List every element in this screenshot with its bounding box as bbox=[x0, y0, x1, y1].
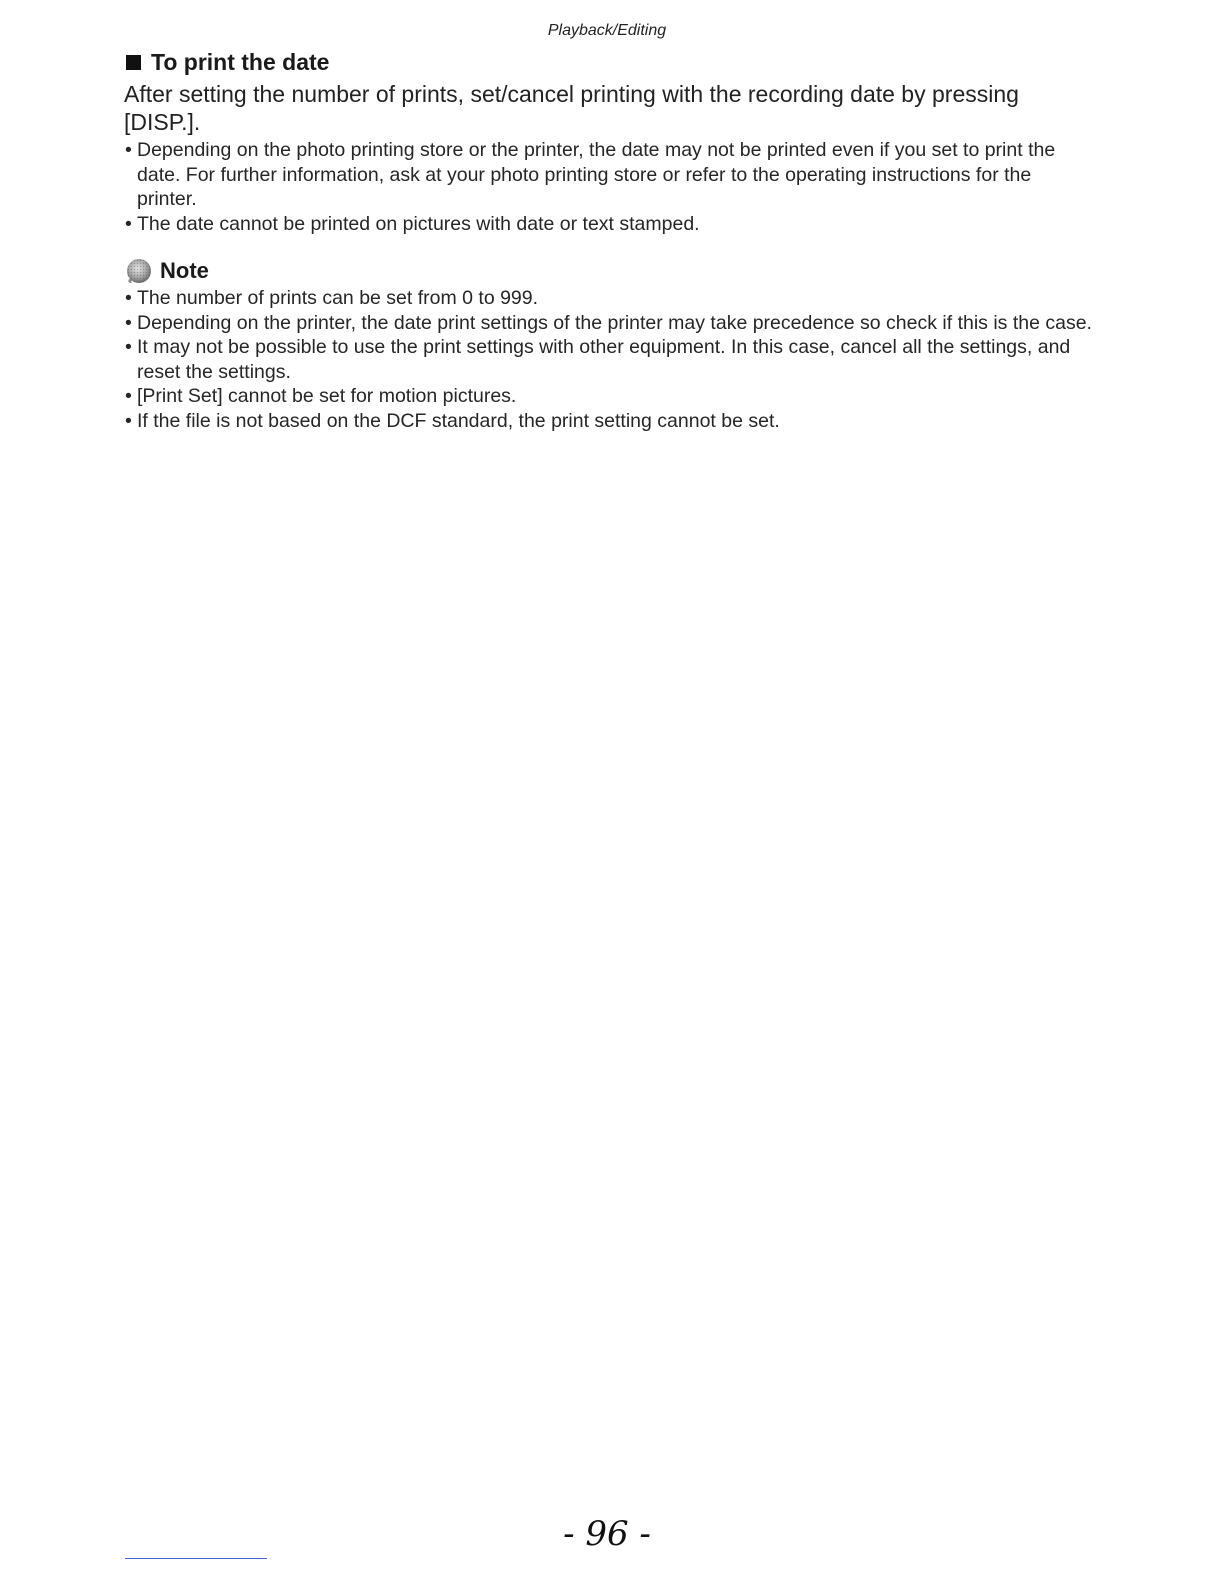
bullet-dot-icon: • bbox=[125, 287, 132, 309]
list-item: • It may not be possible to use the print settings with other equipment. In this case, cancel all the settings, and reset the settings. bbox=[125, 336, 1071, 383]
list-item: • [Print Set] cannot be set for motion pictures. bbox=[125, 385, 517, 407]
bullet-dot-icon: • bbox=[125, 336, 132, 358]
page-content bbox=[124, 48, 1092, 433]
running-header: Playback/Editing bbox=[547, 22, 667, 39]
list-item: • The number of prints can be set from 0 to 999. bbox=[125, 287, 539, 309]
bullet-dot-icon: • bbox=[125, 409, 132, 432]
bullet-dot-icon: • bbox=[125, 385, 132, 407]
section-heading-print-date bbox=[124, 48, 1092, 76]
note-heading bbox=[124, 256, 1092, 286]
bullet-dot-icon: • bbox=[125, 311, 132, 334]
print-date-bullet-list bbox=[124, 138, 1092, 236]
list-item: • Depending on the photo printing store or the printer, the date may not be printed even if you set to print the date. For further information, ask at your photo printing store or refer to the operating instructions for the printer. bbox=[125, 139, 1056, 210]
note-bullet-list bbox=[124, 286, 1092, 433]
page-number: - 96 - bbox=[563, 1514, 651, 1554]
bullet-dot-icon: • bbox=[125, 212, 132, 235]
bullet-dot-icon: • bbox=[125, 139, 132, 161]
note-icon bbox=[124, 256, 158, 286]
list-item: • Depending on the printer, the date print settings of the printer may take precedence so check if this is the case. bbox=[125, 311, 1092, 334]
black-square-icon bbox=[126, 55, 141, 70]
section-heading-text: To print the date bbox=[151, 49, 330, 75]
list-item: • The date cannot be printed on pictures with date or text stamped. bbox=[125, 212, 700, 235]
list-item: • If the file is not based on the DCF standard, the print setting cannot be set. bbox=[125, 409, 780, 432]
print-date-instructions: After setting the number of prints, set/cancel printing with the recording date by pressing [DISP.]. bbox=[124, 81, 1019, 135]
footer-rule bbox=[125, 1558, 267, 1559]
note-heading-text: Note bbox=[160, 258, 209, 283]
